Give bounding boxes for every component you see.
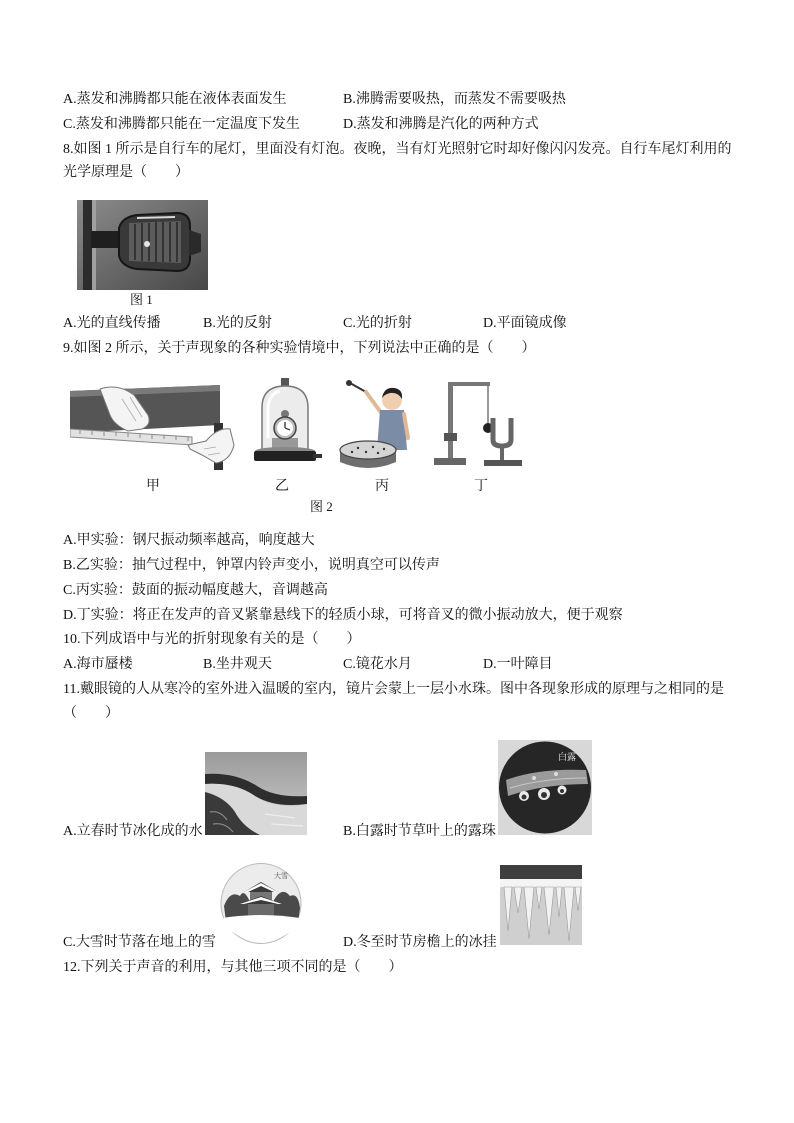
figure-1-caption: 图 1 (130, 292, 153, 307)
q7-option-b: B.沸腾需要吸热，而蒸发不需要吸热 (343, 92, 566, 107)
q9-stem: 9.如图 2 所示，关于声现象的各种实验情境中，下列说法中正确的是（ ） (63, 341, 536, 356)
bell-jar-figure (250, 378, 322, 466)
q8-option-c: C.光的折射 (343, 316, 412, 331)
q9-option-b: B.乙实验：抽气过程中，钟罩内铃声变小，说明真空可以传声 (63, 558, 440, 573)
q9-option-c: C.丙实验：鼓面的振动幅度越大，音调越高 (63, 583, 328, 598)
q8-stem-line2: 光学原理是（ ） (63, 165, 189, 180)
q11-option-d: D.冬至时节房檐上的冰挂 (343, 935, 497, 950)
q10-option-b: B.坐井观天 (203, 657, 272, 672)
q9-option-a: A.甲实验：钢尺振动频率越高，响度越大 (63, 533, 315, 548)
q10-option-d: D.一叶障目 (483, 657, 553, 672)
q10-option-c: C.镜花水月 (343, 657, 412, 672)
figure-label-bing: 丙 (375, 479, 389, 494)
snow-scene-photo (220, 862, 302, 945)
figure-label-yi: 乙 (275, 479, 289, 494)
q10-stem: 10.下列成语中与光的折射现象有关的是（ ） (63, 632, 361, 647)
q8-stem-line1: 8.如图 1 所示是自行车的尾灯，里面没有灯泡。夜晚，当有灯光照射它时却好像闪闪发亮。自行车尾灯利用的 (63, 142, 732, 157)
dew-photo-title: 白露 (558, 753, 577, 763)
q8-option-a: A.光的直线传播 (63, 316, 161, 331)
q8-option-d: D.平面镜成像 (483, 316, 567, 331)
bicycle-tail-light-photo (77, 200, 208, 290)
q11-option-b: B.白露时节草叶上的露珠 (343, 824, 496, 839)
q11-option-a: A.立春时节冰化成的水 (63, 824, 203, 839)
q7-option-d: D.蒸发和沸腾是汽化的两种方式 (343, 117, 539, 132)
dew-drops-photo (498, 740, 592, 835)
snow-photo-title: 大雪 (274, 872, 288, 880)
figure-label-jia: 甲 (146, 479, 160, 494)
ruler-vibration-figure (70, 385, 235, 470)
q7-option-a: A.蒸发和沸腾都只能在液体表面发生 (63, 92, 287, 107)
q10-option-a: A.海市蜃楼 (63, 657, 133, 672)
melting-ice-photo (205, 752, 307, 835)
q8-option-b: B.光的反射 (203, 316, 272, 331)
q11-stem-line1: 11.戴眼镜的人从寒冷的室外进入温暖的室内，镜片会蒙上一层小水珠。图中各现象形成的原理与之相同的是 (63, 682, 724, 697)
q9-option-d: D.丁实验：将正在发声的音叉紧靠悬线下的轻质小球，可将音叉的微小振动放大，便于观察 (63, 608, 623, 623)
tuning-fork-figure (432, 378, 525, 470)
drum-figure (338, 378, 413, 470)
q7-option-c: C.蒸发和沸腾都只能在一定温度下发生 (63, 117, 300, 132)
q11-stem-line2: （ ） (63, 706, 119, 721)
icicles-photo (500, 865, 582, 945)
figure-2-caption: 图 2 (310, 499, 333, 514)
figure-label-ding: 丁 (474, 479, 488, 494)
q11-option-c: C.大雪时节落在地上的雪 (63, 935, 216, 950)
q12-stem: 12.下列关于声音的利用，与其他三项不同的是（ ） (63, 960, 403, 975)
